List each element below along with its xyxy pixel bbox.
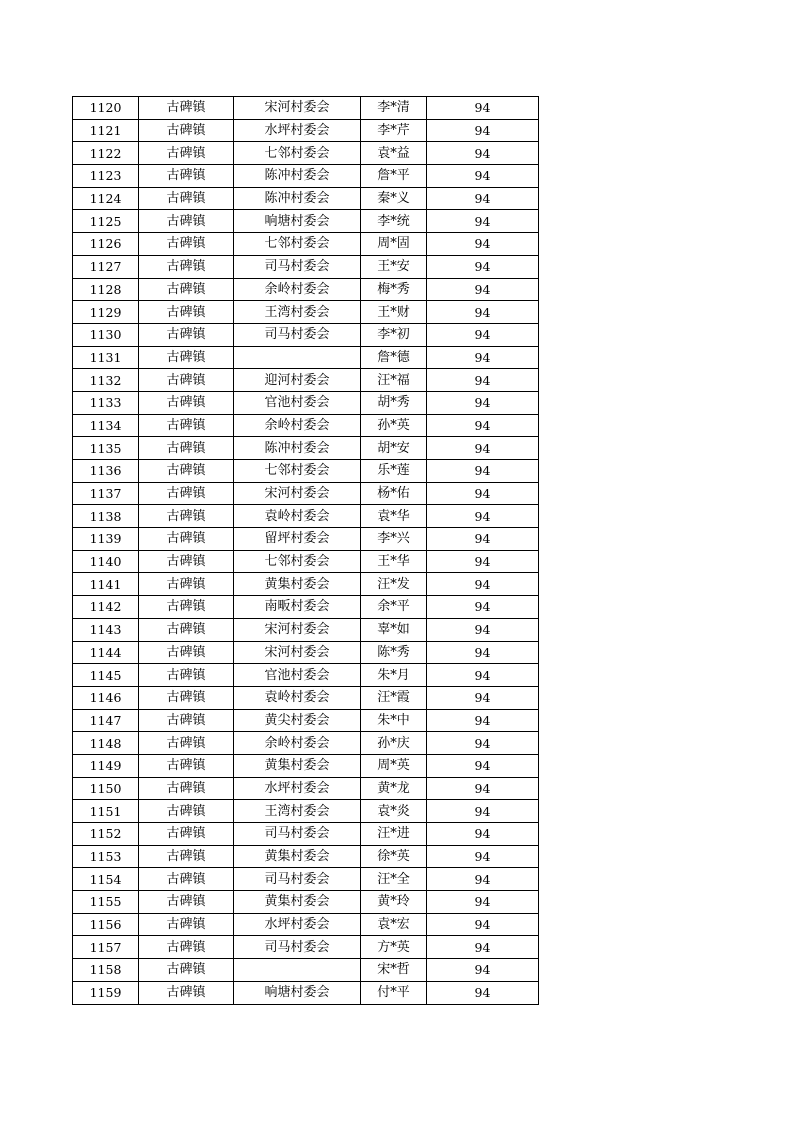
row-number-cell: 1133 [73, 391, 139, 414]
person-name-cell: 胡*秀 [361, 391, 427, 414]
village-committee-cell: 袁岭村委会 [234, 686, 361, 709]
score-cell: 94 [427, 142, 539, 165]
village-committee-cell: 宋河村委会 [234, 641, 361, 664]
score-cell: 94 [427, 686, 539, 709]
table-row [73, 709, 539, 732]
person-name-cell: 詹*平 [361, 165, 427, 188]
person-name-cell: 朱*中 [361, 709, 427, 732]
town-cell: 古碑镇 [139, 369, 234, 392]
person-name-cell: 周*英 [361, 754, 427, 777]
person-name-cell: 袁*宏 [361, 913, 427, 936]
person-name-cell: 付*平 [361, 981, 427, 1004]
town-cell: 古碑镇 [139, 142, 234, 165]
score-cell: 94 [427, 732, 539, 755]
village-committee-cell: 司马村委会 [234, 936, 361, 959]
row-number-cell: 1136 [73, 460, 139, 483]
person-name-cell: 辜*如 [361, 618, 427, 641]
score-cell: 94 [427, 460, 539, 483]
village-committee-cell: 余岭村委会 [234, 732, 361, 755]
score-cell: 94 [427, 528, 539, 551]
town-cell: 古碑镇 [139, 460, 234, 483]
table-row [73, 686, 539, 709]
village-committee-cell: 王湾村委会 [234, 301, 361, 324]
village-committee-cell: 官池村委会 [234, 664, 361, 687]
row-number-cell: 1132 [73, 369, 139, 392]
town-cell: 古碑镇 [139, 709, 234, 732]
row-number-cell: 1141 [73, 573, 139, 596]
row-number-cell: 1120 [73, 97, 139, 120]
row-number-cell: 1156 [73, 913, 139, 936]
row-number-cell: 1126 [73, 233, 139, 256]
row-number-cell: 1138 [73, 505, 139, 528]
town-cell: 古碑镇 [139, 800, 234, 823]
table-row [73, 959, 539, 982]
village-committee-cell: 七邻村委会 [234, 460, 361, 483]
town-cell: 古碑镇 [139, 97, 234, 120]
village-committee-cell: 宋河村委会 [234, 97, 361, 120]
table-row [73, 187, 539, 210]
table-row [73, 936, 539, 959]
table-row [73, 437, 539, 460]
town-cell: 古碑镇 [139, 210, 234, 233]
town-cell: 古碑镇 [139, 845, 234, 868]
row-number-cell: 1134 [73, 414, 139, 437]
roster-table [72, 96, 539, 1005]
table-row [73, 868, 539, 891]
person-name-cell: 黄*龙 [361, 777, 427, 800]
person-name-cell: 朱*月 [361, 664, 427, 687]
row-number-cell: 1143 [73, 618, 139, 641]
person-name-cell: 黄*玲 [361, 891, 427, 914]
village-committee-cell: 司马村委会 [234, 868, 361, 891]
town-cell: 古碑镇 [139, 913, 234, 936]
person-name-cell: 詹*德 [361, 346, 427, 369]
person-name-cell: 王*华 [361, 550, 427, 573]
person-name-cell: 汪*全 [361, 868, 427, 891]
score-cell: 94 [427, 255, 539, 278]
row-number-cell: 1149 [73, 754, 139, 777]
row-number-cell: 1159 [73, 981, 139, 1004]
score-cell: 94 [427, 369, 539, 392]
town-cell: 古碑镇 [139, 664, 234, 687]
score-cell: 94 [427, 981, 539, 1004]
person-name-cell: 周*固 [361, 233, 427, 256]
town-cell: 古碑镇 [139, 573, 234, 596]
town-cell: 古碑镇 [139, 981, 234, 1004]
table-row [73, 165, 539, 188]
score-cell: 94 [427, 210, 539, 233]
score-cell: 94 [427, 573, 539, 596]
score-cell: 94 [427, 165, 539, 188]
row-number-cell: 1144 [73, 641, 139, 664]
table-row [73, 255, 539, 278]
roster-table-body [73, 97, 539, 1005]
table-row [73, 550, 539, 573]
row-number-cell: 1121 [73, 119, 139, 142]
row-number-cell: 1154 [73, 868, 139, 891]
score-cell: 94 [427, 777, 539, 800]
score-cell: 94 [427, 664, 539, 687]
row-number-cell: 1125 [73, 210, 139, 233]
row-number-cell: 1155 [73, 891, 139, 914]
row-number-cell: 1148 [73, 732, 139, 755]
row-number-cell: 1147 [73, 709, 139, 732]
table-row [73, 414, 539, 437]
table-row [73, 142, 539, 165]
table-row [73, 891, 539, 914]
table-row [73, 823, 539, 846]
table-row [73, 301, 539, 324]
row-number-cell: 1130 [73, 323, 139, 346]
table-row [73, 369, 539, 392]
row-number-cell: 1139 [73, 528, 139, 551]
row-number-cell: 1135 [73, 437, 139, 460]
person-name-cell: 秦*义 [361, 187, 427, 210]
town-cell: 古碑镇 [139, 255, 234, 278]
village-committee-cell: 七邻村委会 [234, 233, 361, 256]
village-committee-cell: 水坪村委会 [234, 777, 361, 800]
table-row [73, 528, 539, 551]
score-cell: 94 [427, 936, 539, 959]
village-committee-cell: 袁岭村委会 [234, 505, 361, 528]
row-number-cell: 1152 [73, 823, 139, 846]
row-number-cell: 1128 [73, 278, 139, 301]
row-number-cell: 1124 [73, 187, 139, 210]
table-row [73, 754, 539, 777]
row-number-cell: 1131 [73, 346, 139, 369]
town-cell: 古碑镇 [139, 233, 234, 256]
score-cell: 94 [427, 391, 539, 414]
person-name-cell: 李*初 [361, 323, 427, 346]
table-row [73, 641, 539, 664]
person-name-cell: 胡*安 [361, 437, 427, 460]
town-cell: 古碑镇 [139, 891, 234, 914]
village-committee-cell: 水坪村委会 [234, 913, 361, 936]
person-name-cell: 方*英 [361, 936, 427, 959]
table-row [73, 732, 539, 755]
village-committee-cell: 陈冲村委会 [234, 187, 361, 210]
person-name-cell: 杨*佑 [361, 482, 427, 505]
person-name-cell: 李*芹 [361, 119, 427, 142]
village-committee-cell [234, 959, 361, 982]
row-number-cell: 1127 [73, 255, 139, 278]
person-name-cell: 汪*进 [361, 823, 427, 846]
table-row [73, 482, 539, 505]
person-name-cell: 袁*益 [361, 142, 427, 165]
town-cell: 古碑镇 [139, 414, 234, 437]
score-cell: 94 [427, 187, 539, 210]
table-row [73, 573, 539, 596]
village-committee-cell: 司马村委会 [234, 323, 361, 346]
person-name-cell: 袁*炎 [361, 800, 427, 823]
row-number-cell: 1157 [73, 936, 139, 959]
score-cell: 94 [427, 437, 539, 460]
score-cell: 94 [427, 891, 539, 914]
row-number-cell: 1150 [73, 777, 139, 800]
row-number-cell: 1145 [73, 664, 139, 687]
table-row [73, 460, 539, 483]
village-committee-cell: 迎河村委会 [234, 369, 361, 392]
score-cell: 94 [427, 596, 539, 619]
town-cell: 古碑镇 [139, 641, 234, 664]
village-committee-cell: 响塘村委会 [234, 981, 361, 1004]
village-committee-cell: 黄集村委会 [234, 891, 361, 914]
row-number-cell: 1123 [73, 165, 139, 188]
score-cell: 94 [427, 754, 539, 777]
village-committee-cell: 黄尖村委会 [234, 709, 361, 732]
town-cell: 古碑镇 [139, 482, 234, 505]
village-committee-cell: 余岭村委会 [234, 414, 361, 437]
table-row [73, 346, 539, 369]
town-cell: 古碑镇 [139, 823, 234, 846]
person-name-cell: 袁*华 [361, 505, 427, 528]
table-row [73, 210, 539, 233]
town-cell: 古碑镇 [139, 119, 234, 142]
table-row [73, 913, 539, 936]
score-cell: 94 [427, 505, 539, 528]
score-cell: 94 [427, 959, 539, 982]
person-name-cell: 汪*发 [361, 573, 427, 596]
table-row [73, 981, 539, 1004]
person-name-cell: 李*清 [361, 97, 427, 120]
village-committee-cell: 留坪村委会 [234, 528, 361, 551]
town-cell: 古碑镇 [139, 437, 234, 460]
table-row [73, 664, 539, 687]
village-committee-cell: 七邻村委会 [234, 550, 361, 573]
village-committee-cell: 水坪村委会 [234, 119, 361, 142]
score-cell: 94 [427, 97, 539, 120]
person-name-cell: 汪*霞 [361, 686, 427, 709]
score-cell: 94 [427, 913, 539, 936]
village-committee-cell: 黄集村委会 [234, 573, 361, 596]
score-cell: 94 [427, 346, 539, 369]
person-name-cell: 宋*哲 [361, 959, 427, 982]
score-cell: 94 [427, 323, 539, 346]
village-committee-cell: 响塘村委会 [234, 210, 361, 233]
score-cell: 94 [427, 301, 539, 324]
row-number-cell: 1122 [73, 142, 139, 165]
table-row [73, 618, 539, 641]
village-committee-cell: 陈冲村委会 [234, 437, 361, 460]
town-cell: 古碑镇 [139, 936, 234, 959]
village-committee-cell: 七邻村委会 [234, 142, 361, 165]
score-cell: 94 [427, 641, 539, 664]
town-cell: 古碑镇 [139, 505, 234, 528]
row-number-cell: 1140 [73, 550, 139, 573]
person-name-cell: 孙*庆 [361, 732, 427, 755]
score-cell: 94 [427, 119, 539, 142]
person-name-cell: 孙*英 [361, 414, 427, 437]
row-number-cell: 1153 [73, 845, 139, 868]
person-name-cell: 陈*秀 [361, 641, 427, 664]
town-cell: 古碑镇 [139, 732, 234, 755]
score-cell: 94 [427, 482, 539, 505]
village-committee-cell: 官池村委会 [234, 391, 361, 414]
town-cell: 古碑镇 [139, 278, 234, 301]
town-cell: 古碑镇 [139, 301, 234, 324]
table-row [73, 119, 539, 142]
village-committee-cell: 司马村委会 [234, 823, 361, 846]
town-cell: 古碑镇 [139, 618, 234, 641]
table-row [73, 596, 539, 619]
person-name-cell: 徐*英 [361, 845, 427, 868]
table-row [73, 777, 539, 800]
town-cell: 古碑镇 [139, 777, 234, 800]
person-name-cell: 李*兴 [361, 528, 427, 551]
village-committee-cell: 宋河村委会 [234, 482, 361, 505]
score-cell: 94 [427, 414, 539, 437]
table-row [73, 97, 539, 120]
person-name-cell: 李*统 [361, 210, 427, 233]
person-name-cell: 王*财 [361, 301, 427, 324]
town-cell: 古碑镇 [139, 165, 234, 188]
row-number-cell: 1142 [73, 596, 139, 619]
village-committee-cell: 宋河村委会 [234, 618, 361, 641]
row-number-cell: 1129 [73, 301, 139, 324]
village-committee-cell: 余岭村委会 [234, 278, 361, 301]
score-cell: 94 [427, 800, 539, 823]
score-cell: 94 [427, 868, 539, 891]
score-cell: 94 [427, 278, 539, 301]
person-name-cell: 梅*秀 [361, 278, 427, 301]
score-cell: 94 [427, 709, 539, 732]
village-committee-cell [234, 346, 361, 369]
score-cell: 94 [427, 618, 539, 641]
row-number-cell: 1151 [73, 800, 139, 823]
table-row [73, 391, 539, 414]
score-cell: 94 [427, 233, 539, 256]
village-committee-cell: 南畈村委会 [234, 596, 361, 619]
village-committee-cell: 黄集村委会 [234, 845, 361, 868]
town-cell: 古碑镇 [139, 187, 234, 210]
village-committee-cell: 王湾村委会 [234, 800, 361, 823]
person-name-cell: 乐*莲 [361, 460, 427, 483]
table-row [73, 233, 539, 256]
town-cell: 古碑镇 [139, 959, 234, 982]
town-cell: 古碑镇 [139, 323, 234, 346]
row-number-cell: 1146 [73, 686, 139, 709]
town-cell: 古碑镇 [139, 868, 234, 891]
score-cell: 94 [427, 550, 539, 573]
table-row [73, 800, 539, 823]
person-name-cell: 余*平 [361, 596, 427, 619]
village-committee-cell: 司马村委会 [234, 255, 361, 278]
score-cell: 94 [427, 823, 539, 846]
table-row [73, 845, 539, 868]
town-cell: 古碑镇 [139, 391, 234, 414]
person-name-cell: 汪*福 [361, 369, 427, 392]
town-cell: 古碑镇 [139, 754, 234, 777]
town-cell: 古碑镇 [139, 550, 234, 573]
village-committee-cell: 黄集村委会 [234, 754, 361, 777]
town-cell: 古碑镇 [139, 346, 234, 369]
table-row [73, 278, 539, 301]
table-row [73, 505, 539, 528]
village-committee-cell: 陈冲村委会 [234, 165, 361, 188]
town-cell: 古碑镇 [139, 528, 234, 551]
person-name-cell: 王*安 [361, 255, 427, 278]
row-number-cell: 1137 [73, 482, 139, 505]
row-number-cell: 1158 [73, 959, 139, 982]
town-cell: 古碑镇 [139, 686, 234, 709]
town-cell: 古碑镇 [139, 596, 234, 619]
table-row [73, 323, 539, 346]
score-cell: 94 [427, 845, 539, 868]
